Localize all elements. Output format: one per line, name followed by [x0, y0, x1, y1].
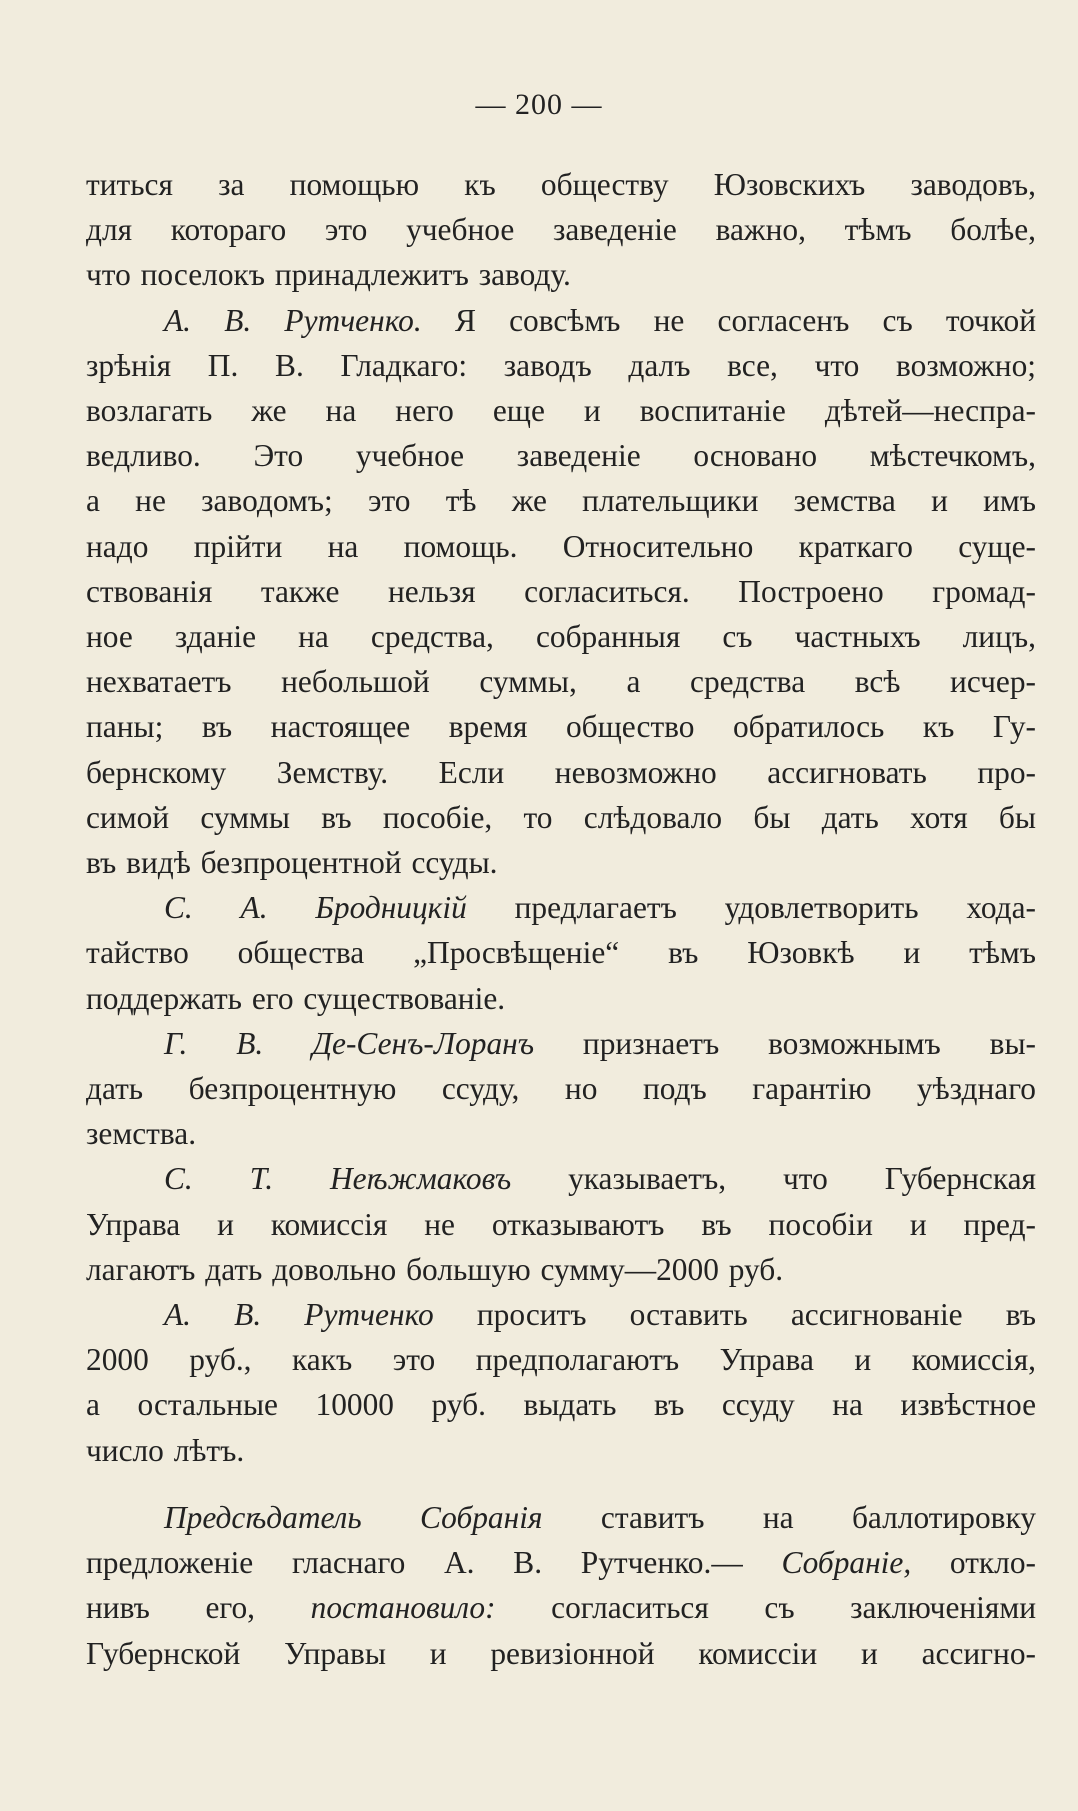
line-text: бернскому Земству. Если невозможно ассигновать про- — [86, 754, 1036, 790]
text-line — [86, 795, 1036, 840]
speaker-name: А. В. Рутченко — [164, 1297, 434, 1333]
text-line — [86, 1585, 1036, 1630]
text-line — [86, 207, 1036, 252]
text-line — [86, 298, 1036, 343]
line-text: предложеніе гласнаго А. В. Рутченко.— — [86, 1545, 743, 1581]
text-line — [86, 614, 1036, 659]
line-text: ставитъ на баллотировку — [600, 1499, 1036, 1535]
text-line — [86, 252, 1036, 297]
line-text: Управа и комиссія не отказываютъ въ пособіи и пред- — [86, 1206, 1036, 1242]
text-line — [86, 343, 1036, 388]
line-text: указываетъ, что Губернская — [568, 1161, 1036, 1197]
text-line — [86, 840, 1036, 885]
text-line — [86, 1337, 1036, 1382]
line-text: поддержать его существованіе. — [86, 980, 506, 1016]
text-line — [86, 1021, 1036, 1066]
line-text: дать безпроцентную ссуду, но подъ гарантію уѣзднаго — [86, 1071, 1036, 1107]
line-text: а остальные 10000 руб. выдать въ ссуду на извѣстное — [86, 1387, 1036, 1423]
line-text: откло- — [949, 1545, 1036, 1581]
line-text: нивъ его, — [86, 1590, 256, 1626]
text-line — [86, 704, 1036, 749]
line-text: въ видѣ безпроцентной ссуды. — [86, 845, 498, 881]
line-text: проситъ оставить ассигнованіе въ — [476, 1297, 1036, 1333]
speaker-name: А. В. Рутченко. — [164, 302, 422, 338]
line-text: лагаютъ дать довольно большую сумму—2000 руб. — [86, 1251, 784, 1287]
text-line — [86, 388, 1036, 433]
line-text: число лѣтъ. — [86, 1432, 245, 1468]
text-line — [86, 1156, 1036, 1201]
text-line — [86, 1382, 1036, 1427]
italic-term: постановило: — [310, 1590, 496, 1626]
line-text: зрѣнія П. В. Гладкаго: заводъ далъ все, что возможно; — [86, 347, 1036, 383]
speaker-name: Г. В. Де-Сенъ-Лоранъ — [164, 1025, 535, 1061]
line-text: земства. — [86, 1116, 197, 1152]
italic-term: Собраніе, — [781, 1545, 912, 1581]
line-text: предлагаетъ удовлетворить хода- — [514, 890, 1036, 926]
speaker-name: С. Т. Неѣжмаковъ — [164, 1161, 512, 1197]
line-text: надо прійти на помощь. Относительно краткаго суще- — [86, 528, 1036, 564]
text-line — [86, 1540, 1036, 1585]
line-text: нехватаетъ небольшой суммы, а средства всѣ исчер- — [86, 664, 1036, 700]
line-text: ное зданіе на средства, собранныя съ частныхъ лицъ, — [86, 619, 1036, 655]
text-line — [86, 885, 1036, 930]
line-text: согласиться съ заключеніями — [551, 1590, 1036, 1626]
line-text: Я совсѣмъ не согласенъ съ точкой — [454, 302, 1036, 338]
text-line — [86, 750, 1036, 795]
text-line — [86, 1428, 1036, 1473]
text-line — [86, 524, 1036, 569]
line-text: признаетъ возможнымъ вы- — [582, 1025, 1036, 1061]
page-number: — 200 — — [475, 88, 603, 121]
line-text: для котораго это учебное заведеніе важно, тѣмъ болѣе, — [86, 212, 1036, 248]
body-text — [86, 162, 1036, 1676]
text-line — [86, 976, 1036, 1021]
text-line — [86, 569, 1036, 614]
text-line — [86, 433, 1036, 478]
text-line — [86, 1631, 1036, 1676]
speaker-name: Предсѣдатель Собранія — [164, 1499, 543, 1535]
text-line — [86, 162, 1036, 207]
line-text: Губернской Управы и ревизіонной комиссіи и ассигно- — [86, 1635, 1036, 1671]
text-line — [86, 1292, 1036, 1337]
speaker-name: С. А. Бродницкій — [164, 890, 467, 926]
line-text: симой суммы въ пособіе, то слѣдовало бы дать хотя бы — [86, 799, 1036, 835]
text-line — [86, 1495, 1036, 1540]
text-line — [86, 1111, 1036, 1156]
line-text: титься за помощью къ обществу Юзовскихъ заводовъ, — [86, 167, 1036, 202]
text-line — [86, 659, 1036, 704]
text-line — [86, 1066, 1036, 1111]
line-text: что поселокъ принадлежитъ заводу. — [86, 257, 571, 293]
line-text: паны; въ настоящее время общество обратилось къ Гу- — [86, 709, 1036, 745]
text-line — [86, 930, 1036, 975]
text-line — [86, 1202, 1036, 1247]
line-text: возлагать же на него еще и воспитаніе дѣтей—неспра- — [86, 393, 1036, 429]
line-text: тайство общества „Просвѣщеніе“ въ Юзовкѣ и тѣмъ — [86, 935, 1036, 971]
line-text: а не заводомъ; это тѣ же плательщики земства и имъ — [86, 483, 1036, 519]
text-line — [86, 478, 1036, 523]
text-line — [86, 1247, 1036, 1292]
line-text: ствованія также нельзя согласиться. Построено громад- — [86, 573, 1036, 609]
line-text: 2000 руб., какъ это предполагаютъ Управа и комиссія, — [86, 1342, 1036, 1378]
line-text: ведливо. Это учебное заведеніе основано мѣстечкомъ, — [86, 438, 1036, 474]
